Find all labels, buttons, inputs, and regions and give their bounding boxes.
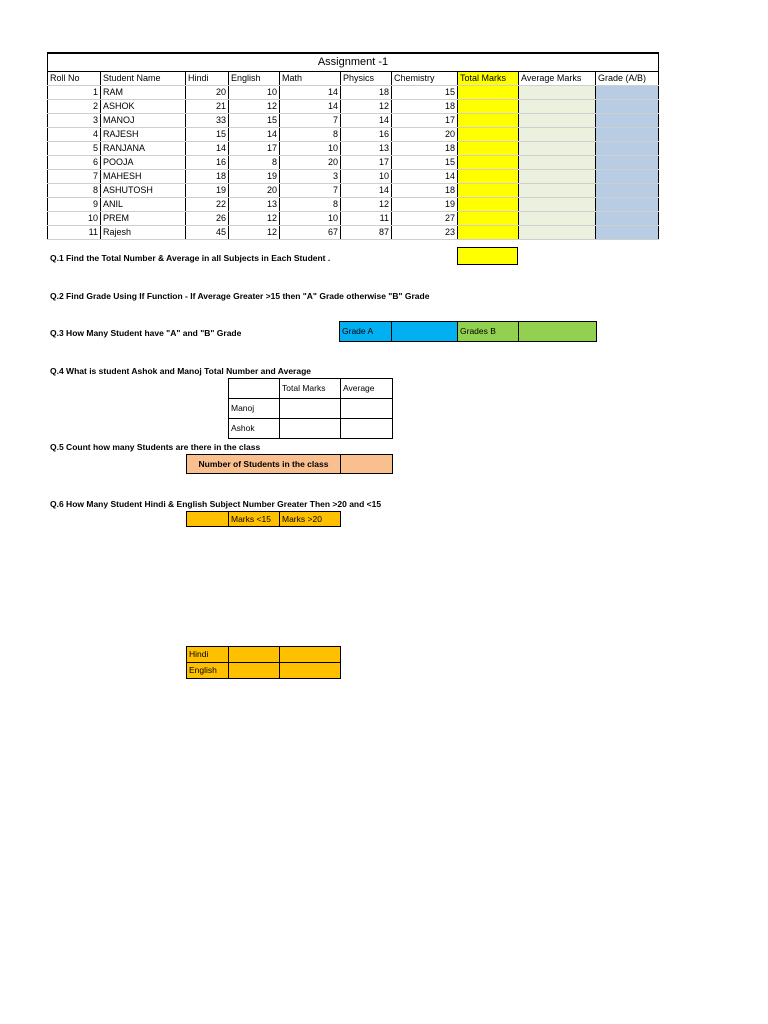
cell-total-marks[interactable] [458, 197, 519, 211]
q4-row-manoj: Manoj [229, 399, 280, 419]
cell-english[interactable]: 12 [229, 211, 280, 225]
cell-total-marks[interactable] [458, 155, 519, 169]
header-total-marks: Total Marks [458, 71, 519, 85]
cell-name[interactable]: RANJANA [101, 141, 186, 155]
cell-grade[interactable] [596, 85, 659, 99]
q6-box [186, 511, 341, 527]
cell-name[interactable]: PREM [101, 211, 186, 225]
cell-math[interactable]: 10 [280, 141, 341, 155]
header-grade: Grade (A/B) [596, 71, 659, 85]
cell-total-marks[interactable] [458, 99, 519, 113]
cell-english[interactable]: 13 [229, 197, 280, 211]
cell-physics[interactable]: 12 [341, 99, 392, 113]
cell-name[interactable]: MANOJ [101, 113, 186, 127]
cell-english[interactable]: 12 [229, 225, 280, 239]
cell-grade[interactable] [596, 211, 659, 225]
cell-english[interactable]: 8 [229, 155, 280, 169]
cell-roll[interactable]: 10 [48, 211, 101, 225]
cell-name[interactable]: Rajesh [101, 225, 186, 239]
cell-chemistry[interactable]: 15 [392, 85, 458, 99]
cell-name[interactable]: ASHOK [101, 99, 186, 113]
title-row [48, 53, 659, 71]
cell-grade[interactable] [596, 225, 659, 239]
cell-total-marks[interactable] [458, 211, 519, 225]
cell-grade[interactable] [596, 197, 659, 211]
cell-math[interactable]: 10 [280, 211, 341, 225]
cell-hindi[interactable]: 33 [186, 113, 229, 127]
cell-hindi[interactable]: 26 [186, 211, 229, 225]
cell-physics[interactable]: 14 [341, 113, 392, 127]
question-3: Q.3 How Many Student have "A" and "B" Grade [50, 328, 242, 338]
cell-math[interactable]: 14 [280, 99, 341, 113]
q6-header-less-15: Marks <15 [229, 512, 280, 527]
hindi-greater-20[interactable] [280, 647, 341, 663]
question-5: Q.5 Count how many Students are there in the class [50, 442, 261, 452]
table-row [48, 169, 659, 183]
cell-english[interactable]: 19 [229, 169, 280, 183]
cell-roll[interactable]: 8 [48, 183, 101, 197]
cell-physics[interactable]: 18 [341, 85, 392, 99]
cell-physics[interactable]: 14 [341, 183, 392, 197]
cell-name[interactable]: ASHUTOSH [101, 183, 186, 197]
cell-chemistry[interactable]: 14 [392, 169, 458, 183]
cell-hindi[interactable]: 22 [186, 197, 229, 211]
cell-roll[interactable]: 7 [48, 169, 101, 183]
cell-chemistry[interactable]: 15 [392, 155, 458, 169]
cell-total-marks[interactable] [458, 183, 519, 197]
cell-math[interactable]: 7 [280, 183, 341, 197]
table-row [48, 211, 659, 225]
cell-average-marks[interactable] [519, 155, 596, 169]
table-row [48, 127, 659, 141]
cell-total-marks[interactable] [458, 141, 519, 155]
cell-average-marks[interactable] [519, 113, 596, 127]
cell-hindi[interactable]: 18 [186, 169, 229, 183]
cell-grade[interactable] [596, 169, 659, 183]
cell-grade[interactable] [596, 99, 659, 113]
table-row [48, 113, 659, 127]
q4-header-total: Total Marks [280, 379, 341, 399]
table-row [48, 99, 659, 113]
question-2: Q.2 Find Grade Using If Function - If Average Greater >15 then "A" Grade otherwise "B" Grade [50, 291, 430, 301]
cell-chemistry[interactable]: 19 [392, 197, 458, 211]
cell-average-marks[interactable] [519, 225, 596, 239]
cell-total-marks[interactable] [458, 225, 519, 239]
cell-hindi[interactable]: 20 [186, 85, 229, 99]
cell-math[interactable]: 14 [280, 85, 341, 99]
cell-english[interactable]: 20 [229, 183, 280, 197]
cell-physics[interactable]: 12 [341, 197, 392, 211]
subject-table [186, 646, 341, 679]
cell-math[interactable]: 20 [280, 155, 341, 169]
header-average-marks: Average Marks [519, 71, 596, 85]
header-physics: Physics [341, 71, 392, 85]
cell-physics[interactable]: 13 [341, 141, 392, 155]
students-count-label: Number of Students in the class [187, 455, 341, 474]
grade-a-value[interactable] [392, 322, 458, 342]
cell-hindi[interactable]: 21 [186, 99, 229, 113]
cell-name[interactable]: RAJESH [101, 127, 186, 141]
cell-english[interactable]: 17 [229, 141, 280, 155]
cell-name[interactable]: RAM [101, 85, 186, 99]
header-english: English [229, 71, 280, 85]
cell-name[interactable]: ANIL [101, 197, 186, 211]
header-math: Math [280, 71, 341, 85]
q4-manoj-total[interactable] [280, 399, 341, 419]
grade-b-label: Grades B [458, 322, 519, 342]
cell-english[interactable]: 10 [229, 85, 280, 99]
question-6: Q.6 How Many Student Hindi & English Subject Number Greater Then >20 and <15 [50, 499, 382, 509]
cell-grade[interactable] [596, 127, 659, 141]
grade-b-value[interactable] [519, 322, 597, 342]
sheet-title: Assignment -1 [48, 53, 659, 71]
cell-math[interactable]: 8 [280, 127, 341, 141]
cell-physics[interactable]: 16 [341, 127, 392, 141]
cell-grade[interactable] [596, 183, 659, 197]
cell-average-marks[interactable] [519, 141, 596, 155]
table-row [48, 197, 659, 211]
cell-roll[interactable]: 4 [48, 127, 101, 141]
students-count-value[interactable] [341, 455, 393, 474]
cell-chemistry[interactable]: 23 [392, 225, 458, 239]
cell-roll[interactable]: 9 [48, 197, 101, 211]
q4-ashok-total[interactable] [280, 419, 341, 439]
q6-header-greater-20: Marks >20 [280, 512, 341, 527]
header-hindi: Hindi [186, 71, 229, 85]
cell-hindi[interactable]: 15 [186, 127, 229, 141]
cell-chemistry[interactable]: 17 [392, 113, 458, 127]
cell-chemistry[interactable]: 18 [392, 141, 458, 155]
cell-total-marks[interactable] [458, 169, 519, 183]
english-less-15[interactable] [229, 663, 280, 679]
table-row [48, 225, 659, 239]
cell-roll[interactable]: 2 [48, 99, 101, 113]
cell-total-marks[interactable] [458, 127, 519, 141]
cell-physics[interactable]: 17 [341, 155, 392, 169]
cell-math[interactable]: 3 [280, 169, 341, 183]
q6-corner [187, 512, 229, 527]
q4-manoj-average[interactable] [341, 399, 393, 419]
cell-hindi[interactable]: 45 [186, 225, 229, 239]
english-greater-20[interactable] [280, 663, 341, 679]
cell-physics[interactable]: 10 [341, 169, 392, 183]
table-row [48, 85, 659, 99]
cell-roll[interactable]: 3 [48, 113, 101, 127]
question-1: Q.1 Find the Total Number & Average in all Subjects in Each Student . [50, 253, 331, 263]
cell-roll[interactable]: 1 [48, 85, 101, 99]
cell-grade[interactable] [596, 113, 659, 127]
q4-row-ashok: Ashok [229, 419, 280, 439]
cell-hindi[interactable]: 14 [186, 141, 229, 155]
cell-chemistry[interactable]: 18 [392, 99, 458, 113]
header-row [48, 71, 659, 85]
cell-chemistry[interactable]: 27 [392, 211, 458, 225]
q4-ashok-average[interactable] [341, 419, 393, 439]
cell-average-marks[interactable] [519, 169, 596, 183]
cell-roll[interactable]: 5 [48, 141, 101, 155]
q4-header-average: Average [341, 379, 393, 399]
cell-roll[interactable]: 6 [48, 155, 101, 169]
cell-name[interactable]: POOJA [101, 155, 186, 169]
cell-english[interactable]: 15 [229, 113, 280, 127]
table-row [48, 155, 659, 169]
total-marks-extra-cell[interactable] [457, 247, 518, 265]
subject-hindi: Hindi [187, 647, 229, 663]
table-row [48, 141, 659, 155]
grade-count-box [339, 321, 597, 342]
hindi-less-15[interactable] [229, 647, 280, 663]
assignment-sheet [47, 52, 659, 240]
cell-math[interactable]: 67 [280, 225, 341, 239]
q4-table [228, 378, 393, 439]
cell-name[interactable]: MAHESH [101, 169, 186, 183]
question-4: Q.4 What is student Ashok and Manoj Total Number and Average [50, 366, 312, 376]
cell-average-marks[interactable] [519, 99, 596, 113]
cell-english[interactable]: 14 [229, 127, 280, 141]
cell-average-marks[interactable] [519, 183, 596, 197]
cell-total-marks[interactable] [458, 113, 519, 127]
cell-math[interactable]: 7 [280, 113, 341, 127]
cell-average-marks[interactable] [519, 211, 596, 225]
cell-chemistry[interactable]: 20 [392, 127, 458, 141]
header-student-name: Student Name [101, 71, 186, 85]
q5-box [186, 454, 393, 474]
cell-math[interactable]: 8 [280, 197, 341, 211]
cell-grade[interactable] [596, 141, 659, 155]
cell-english[interactable]: 12 [229, 99, 280, 113]
q4-corner [229, 379, 280, 399]
cell-physics[interactable]: 87 [341, 225, 392, 239]
cell-grade[interactable] [596, 155, 659, 169]
subject-english: English [187, 663, 229, 679]
cell-chemistry[interactable]: 18 [392, 183, 458, 197]
cell-average-marks[interactable] [519, 85, 596, 99]
cell-average-marks[interactable] [519, 127, 596, 141]
grade-a-label: Grade A [340, 322, 392, 342]
header-roll-no: Roll No [48, 71, 101, 85]
table-row [48, 183, 659, 197]
cell-roll[interactable]: 11 [48, 225, 101, 239]
cell-physics[interactable]: 11 [341, 211, 392, 225]
cell-total-marks[interactable] [458, 85, 519, 99]
cell-hindi[interactable]: 19 [186, 183, 229, 197]
cell-average-marks[interactable] [519, 197, 596, 211]
header-chemistry: Chemistry [392, 71, 458, 85]
cell-hindi[interactable]: 16 [186, 155, 229, 169]
